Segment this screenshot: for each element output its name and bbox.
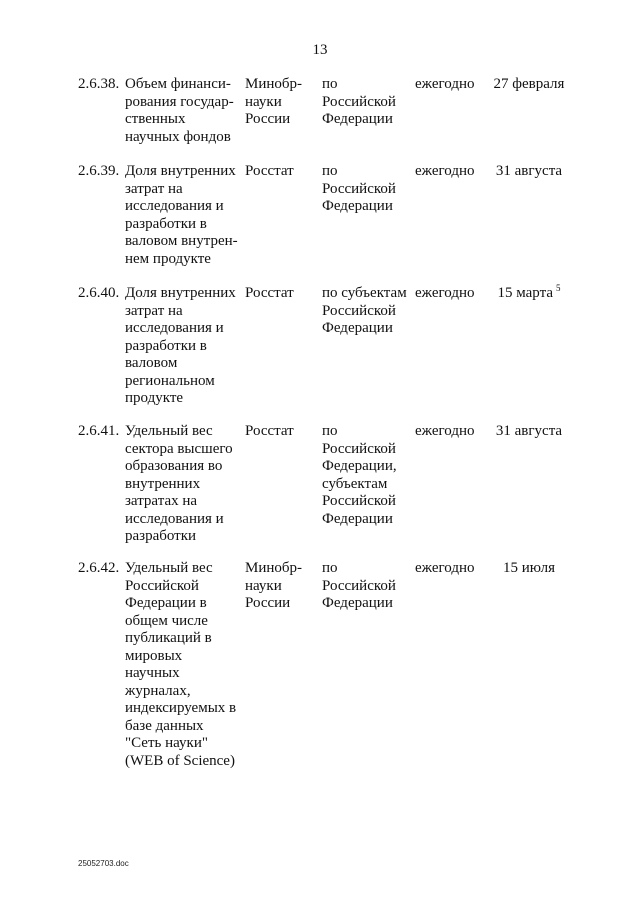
frequency: ежегодно: [415, 560, 475, 576]
indicator-name-line: Федерации в: [125, 595, 207, 611]
agency-line: Росстат: [245, 285, 294, 301]
aggregation-level: [322, 285, 410, 338]
level-line: Российской: [322, 440, 396, 457]
level-line: Федерации: [322, 510, 393, 527]
indicator-name: [125, 76, 240, 146]
indicator-name-line: научных фондов: [125, 128, 231, 145]
responsible-agency: [245, 560, 317, 613]
indicator-name-line: общем числе: [125, 612, 208, 629]
deadline-date-text: 31 августа: [495, 163, 563, 179]
level-line: по: [322, 76, 338, 92]
indicator-name-line: "Сеть науки": [125, 735, 208, 751]
indicator-name-line: затрат на: [125, 180, 183, 197]
indicator-name: [125, 163, 240, 268]
deadline-date-text: 15 марта: [497, 285, 553, 301]
level-line: по субъектам: [322, 285, 407, 301]
indicator-name-line: Удельный вес: [125, 560, 213, 576]
frequency: ежегодно: [415, 163, 475, 179]
level-line: по: [322, 163, 338, 179]
agency-line: Росстат: [245, 423, 294, 439]
level-line: Российской: [322, 93, 396, 110]
deadline-date: [488, 163, 570, 181]
indicator-name-line: региональном: [125, 372, 215, 389]
deadline-date: [488, 76, 570, 94]
indicator-name-line: сектора высшего: [125, 440, 233, 457]
frequency: ежегодно: [415, 285, 475, 301]
indicator-name-line: Доля внутренних: [125, 163, 236, 179]
aggregation-level: [322, 560, 410, 613]
page-number: 13: [312, 42, 328, 58]
level-line: Российской: [322, 577, 396, 594]
level-line: Федерации: [322, 111, 393, 127]
indicator-name-line: журналах,: [125, 682, 191, 699]
level-line: Российской: [322, 180, 396, 197]
indicator-name-line: валовом внутрен-: [125, 233, 238, 249]
indicator-name-line: нем продукте: [125, 250, 211, 267]
indicator-name-line: научных: [125, 665, 180, 681]
level-line: Федерации,: [322, 458, 397, 474]
indicator-name-line: Российской: [125, 577, 199, 594]
level-line: Федерации: [322, 320, 393, 336]
indicator-name-line: ственных: [125, 111, 186, 127]
indicator-name-line: продукте: [125, 390, 184, 406]
indicator-name-line: мировых: [125, 647, 183, 664]
frequency: ежегодно: [415, 423, 475, 439]
responsible-agency: [245, 76, 317, 129]
deadline-date-text: 31 августа: [495, 423, 563, 439]
item-number: 2.6.40.: [78, 285, 120, 301]
aggregation-level: [322, 76, 410, 129]
indicator-name: [125, 423, 240, 546]
indicator-name-line: исследования и: [125, 320, 224, 336]
indicator-name-line: образования во: [125, 458, 223, 474]
item-number: 2.6.42.: [78, 560, 120, 576]
indicator-name-line: валовом: [125, 355, 178, 371]
indicator-name-line: внутренних: [125, 475, 201, 492]
level-line: по: [322, 560, 338, 576]
item-number: 2.6.38.: [78, 76, 120, 92]
aggregation-level: [322, 423, 410, 528]
deadline-date-text: 27 февраля: [493, 76, 565, 92]
deadline-date: [488, 285, 570, 304]
level-line: Федерации: [322, 595, 393, 611]
indicator-name-line: публикаций в: [125, 630, 212, 646]
level-line: субъектам: [322, 475, 388, 492]
indicator-name-line: затрат на: [125, 302, 183, 319]
indicator-name-line: исследования и: [125, 198, 224, 214]
responsible-agency: [245, 423, 317, 441]
deadline-date-text: 15 июля: [503, 560, 555, 576]
indicator-name: [125, 560, 240, 770]
indicator-name-line: разработки в: [125, 215, 207, 232]
footnote-marker: 5: [556, 283, 561, 293]
deadline-date: [488, 423, 570, 441]
deadline-date: [488, 560, 570, 578]
indicator-name-line: разработки: [125, 528, 197, 544]
responsible-agency: [245, 285, 317, 303]
indicator-name-line: Объем финанси-: [125, 76, 231, 92]
level-line: Российской: [322, 493, 396, 509]
agency-line: Минобр-: [245, 76, 303, 92]
indicator-name-line: (WEB of Science): [125, 752, 235, 769]
agency-line: науки: [245, 93, 282, 110]
agency-line: Росстат: [245, 163, 294, 179]
indicator-name-line: затратах на: [125, 493, 198, 509]
responsible-agency: [245, 163, 317, 181]
indicator-name-line: Доля внутренних: [125, 285, 236, 301]
indicator-name: [125, 285, 240, 408]
indicator-name-line: Удельный вес: [125, 423, 213, 439]
indicator-name-line: базе данных: [125, 717, 204, 734]
agency-line: России: [245, 595, 291, 611]
indicator-name-line: индексируемых в: [125, 700, 237, 716]
indicator-name-line: исследования и: [125, 510, 224, 527]
agency-line: России: [245, 111, 291, 127]
indicator-name-line: разработки в: [125, 337, 207, 354]
level-line: по: [322, 423, 338, 439]
item-number: 2.6.39.: [78, 163, 120, 179]
document-filename: 25052703.doc: [78, 859, 129, 868]
level-line: Федерации: [322, 198, 393, 214]
frequency: ежегодно: [415, 76, 475, 92]
indicator-name-line: рования государ-: [125, 93, 234, 110]
item-number: 2.6.41.: [78, 423, 120, 439]
agency-line: Минобр-: [245, 560, 303, 576]
aggregation-level: [322, 163, 410, 216]
agency-line: науки: [245, 577, 282, 594]
level-line: Российской: [322, 302, 396, 319]
